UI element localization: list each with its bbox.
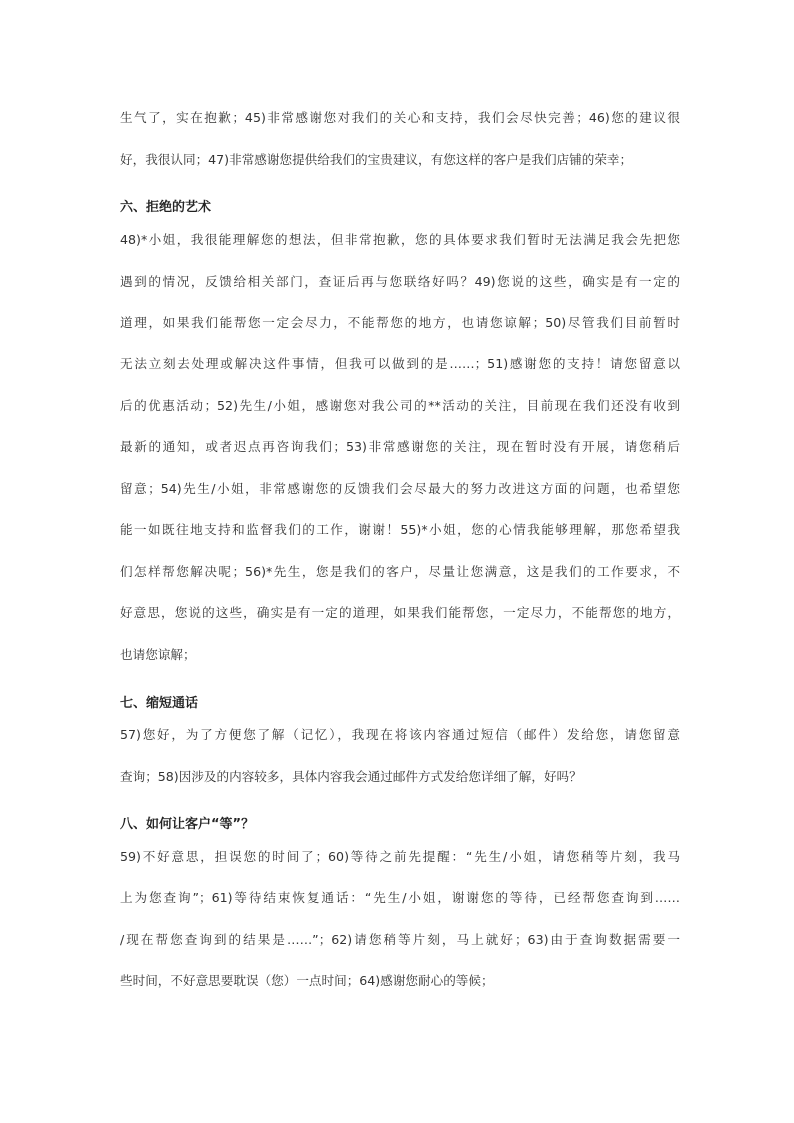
paragraph-line: 们怎样帮您解决呢；56)*先生，您是我们的客户，尽量让您满意，这是我们的工作要求，不 bbox=[120, 564, 680, 579]
paragraph-line: 道理，如果我们能帮您一定会尽力，不能帮您的地方，也请您谅解；50)尽管我们目前暂时 bbox=[120, 315, 680, 330]
paragraph-line: 最新的通知，或者迟点再咨询我们；53)非常感谢您的关注，现在暂时没有开展，请您稍后 bbox=[120, 439, 680, 454]
paragraph-line: 好，我很认同；47)非常感谢您提供给我们的宝贵建议，有您这样的客户是我们店铺的荣幸； bbox=[120, 152, 633, 167]
paragraph-line: 能一如既往地支持和监督我们的工作，谢谢！55)*小姐，您的心情我能够理解，那您希望我 bbox=[120, 522, 680, 537]
section-heading-shorten-call: 七、缩短通话 bbox=[120, 696, 199, 711]
paragraph-line: 好意思，您说的这些，确实是有一定的道理，如果我们能帮您，一定尽力，不能帮您的地方， bbox=[120, 605, 680, 620]
paragraph-line: 生气了，实在抱歉；45)非常感谢您对我们的关心和支持，我们会尽快完善；46)您的建议很 bbox=[120, 110, 680, 125]
paragraph-line: 后的优惠活动；52)先生/小姐，感谢您对我公司的**活动的关注，目前现在我们还没有收到 bbox=[120, 398, 680, 413]
paragraph-line: 查询；58)因涉及的内容较多，具体内容我会通过邮件方式发给您详细了解，好吗？ bbox=[120, 769, 582, 784]
paragraph-line: 留意；54)先生/小姐，非常感谢您的反馈我们会尽最大的努力改进这方面的问题，也希望您 bbox=[120, 481, 680, 496]
section-heading-refusal: 六、拒绝的艺术 bbox=[120, 200, 212, 215]
paragraph-line: 无法立刻去处理或解决这件事情，但我可以做到的是……；51)感谢您的支持！请您留意以 bbox=[120, 356, 680, 371]
paragraph-line: 也请您谅解； bbox=[120, 647, 196, 662]
paragraph-line: 48)*小姐，我很能理解您的想法，但非常抱歉，您的具体要求我们暂时无法满足我会先把您 bbox=[120, 232, 680, 247]
paragraph-line: 些时间，不好意思要耽误（您）一点时间；64)感谢您耐心的等候； bbox=[120, 973, 494, 988]
paragraph-line: /现在帮您查询到的结果是……”；62)请您稍等片刻，马上就好；63)由于查询数据需要一 bbox=[120, 932, 680, 947]
paragraph-line: 59)不好意思，担误您的时间了；60)等待之前先提醒：“先生/小姐，请您稍等片刻，我马 bbox=[120, 849, 680, 864]
paragraph-line: 57)您好，为了方便您了解（记忆），我现在将该内容通过短信（邮件）发给您，请您留意 bbox=[120, 727, 680, 742]
paragraph-line: 上为您查询”；61)等待结束恢复通话：“先生/小姐，谢谢您的等待，已经帮您查询到…… bbox=[120, 890, 680, 905]
paragraph-line: 遇到的情况，反馈给相关部门，查证后再与您联络好吗？49)您说的这些，确实是有一定的 bbox=[120, 274, 680, 289]
section-heading-customer-wait: 八、如何让客户“等”？ bbox=[120, 817, 255, 832]
